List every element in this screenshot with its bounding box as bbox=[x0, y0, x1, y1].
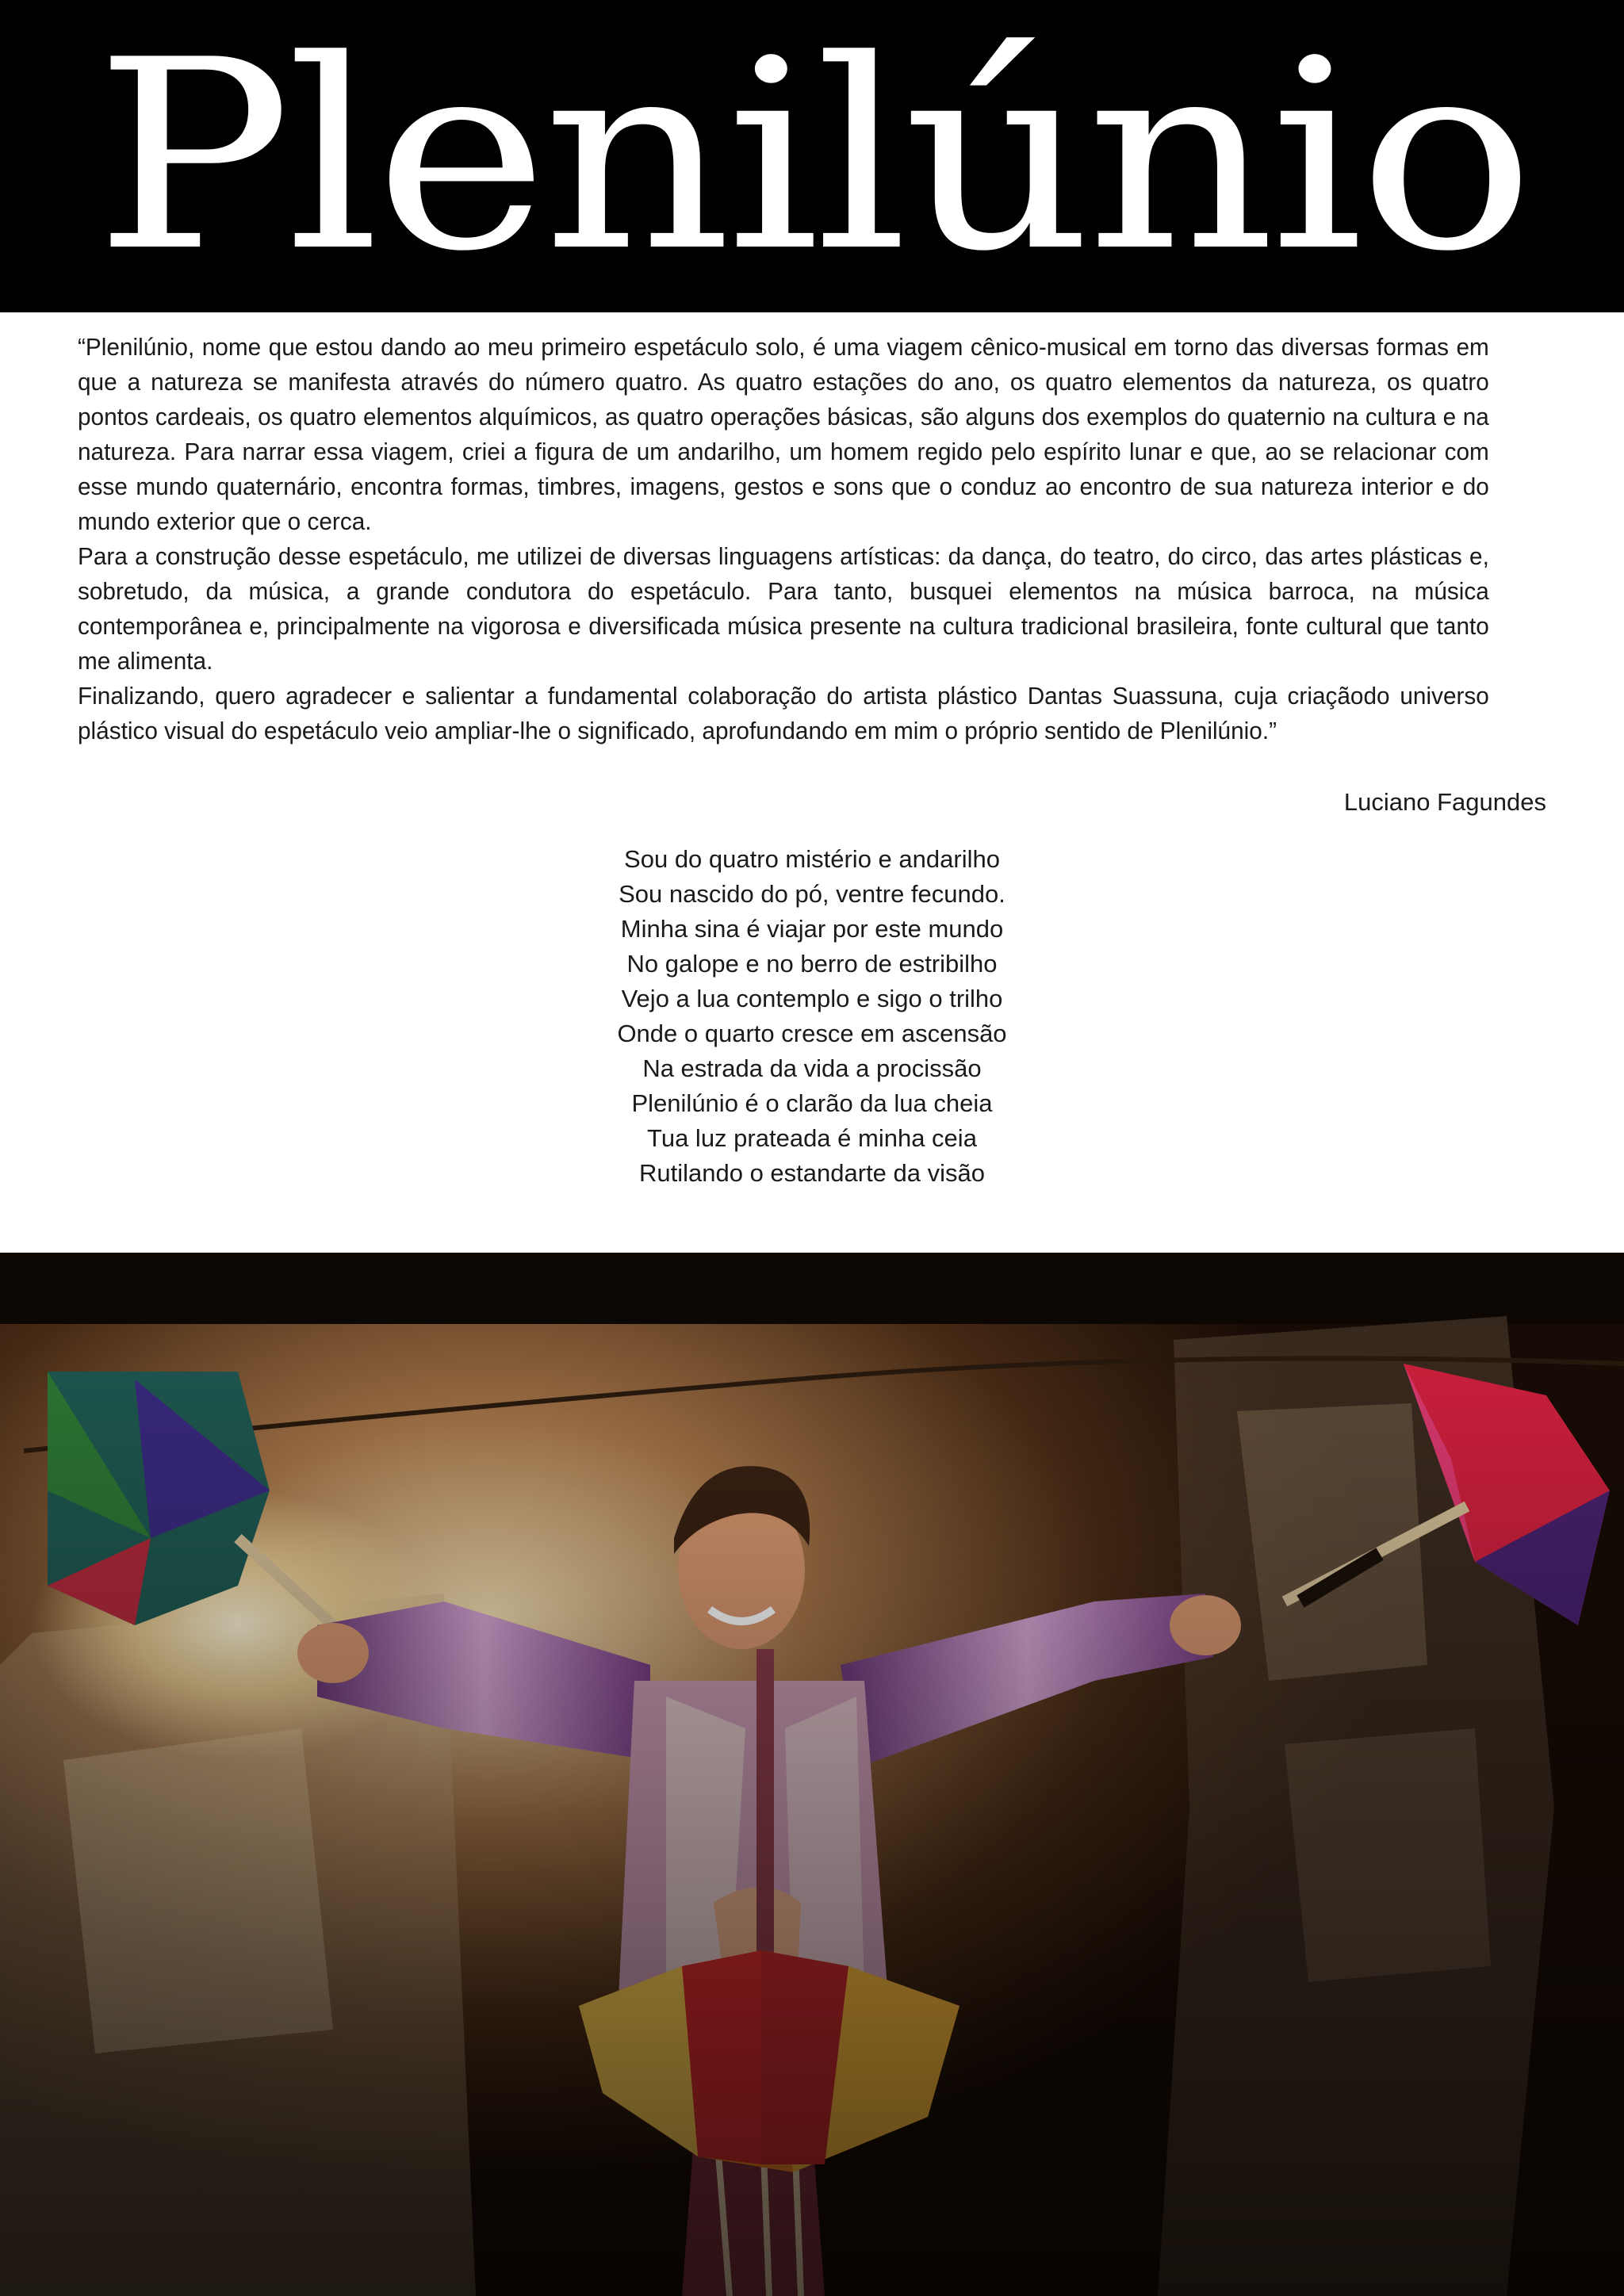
poem-line: Onde o quarto cresce em ascensão bbox=[617, 1020, 1007, 1047]
intro-text bbox=[78, 330, 1489, 748]
intro-paragraph: Finalizando, quero agradecer e salientar a fundamental colaboração do artista plástico Dantas Suassuna, cuja criaçãodo universo plástico visual do espetáculo veio ampliar-lhe o significado, aprofundando em mim o próprio sentido de Plenilúnio.” bbox=[78, 682, 1489, 744]
poem-line: Tua luz prateada é minha ceia bbox=[647, 1124, 977, 1152]
page-title: Plenilúnio bbox=[94, 4, 1530, 308]
author-signature: Luciano Fagundes bbox=[1343, 788, 1546, 816]
poem-line: Vejo a lua contemplo e sigo o trilho bbox=[621, 985, 1003, 1012]
poem-line: Na estrada da vida a procissão bbox=[642, 1054, 982, 1082]
intro-paragraph: “Plenilúnio, nome que estou dando ao meu primeiro espetáculo solo, é uma viagem cênico-musical em torno das diversas formas em que a natureza se manifesta através do número quatro. As quatro estações do ano, os quatro elementos da natureza, os quatro pontos cardeais, os quatro elementos alquímicos, as quatro operações básicas, são alguns dos exemplos do quaternio na cultura e na natureza. Para narrar essa viagem, criei a figura de um andarilho, um homem regido pelo espírito lunar e que, ao se relacionar com esse mundo quaternário, encontra formas, timbres, imagens, gestos e sons que o conduz ao encontro de sua natureza interior e do mundo exterior que o cerca. bbox=[78, 333, 1489, 535]
poem-line: Plenilúnio é o clarão da lua cheia bbox=[631, 1089, 993, 1117]
poem-line: No galope e no berro de estribilho bbox=[626, 950, 998, 978]
poem-line: Sou do quatro mistério e andarilho bbox=[624, 845, 1000, 873]
performer-photo-illustration bbox=[0, 1253, 1624, 2296]
poem-line: Minha sina é viajar por este mundo bbox=[620, 915, 1004, 943]
masthead bbox=[0, 0, 1624, 312]
intro-paragraph: Para a construção desse espetáculo, me utilizei de diversas linguagens artísticas: da dança, do teatro, do circo, das artes plásticas e, sobretudo, da música, a grande condutora do espetáculo. Para tanto, busquei elementos na música barroca, na música contemporânea e, principalmente na vigorosa e diversificada música presente na cultura tradicional brasileira, fonte cultural que tanto me alimenta. bbox=[78, 542, 1489, 675]
poem bbox=[495, 842, 1129, 1191]
poem-line: Rutilando o estandarte da visão bbox=[638, 1159, 985, 1187]
performer-photo bbox=[0, 1253, 1624, 2296]
poem-line: Sou nascido do pó, ventre fecundo. bbox=[619, 880, 1005, 908]
